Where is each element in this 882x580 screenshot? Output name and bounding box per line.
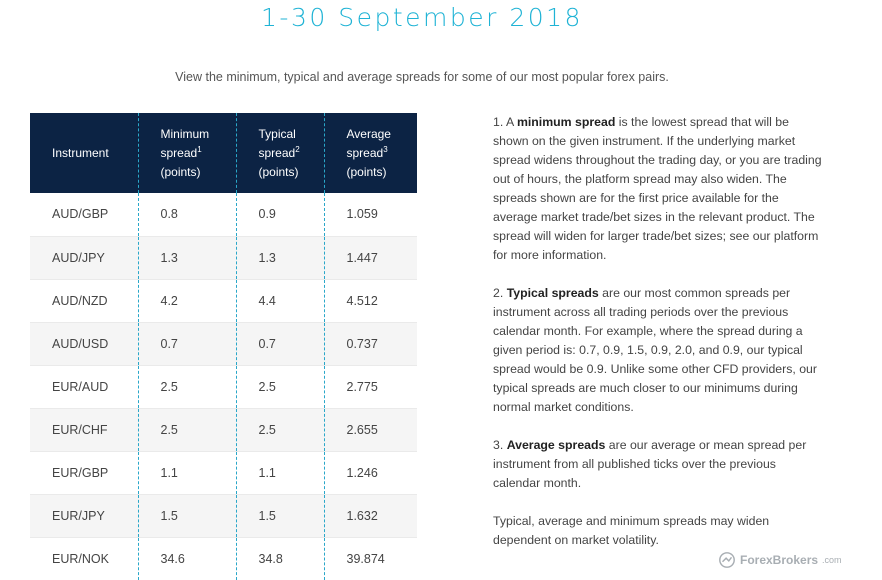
table-row <box>30 494 417 537</box>
cell-average: 2.775 <box>324 365 417 408</box>
table-row <box>30 365 417 408</box>
cell-minimum: 34.6 <box>138 537 236 580</box>
cell-instrument: EUR/AUD <box>30 365 138 408</box>
cell-instrument: EUR/CHF <box>30 408 138 451</box>
cell-minimum: 2.5 <box>138 365 236 408</box>
cell-minimum: 1.1 <box>138 451 236 494</box>
forexbrokers-logo-icon <box>718 551 736 569</box>
cell-typical: 0.7 <box>236 322 324 365</box>
cell-minimum: 0.8 <box>138 193 236 236</box>
watermark-domain: .com <box>822 555 842 565</box>
cell-instrument: AUD/USD <box>30 322 138 365</box>
header-typical-spread: Typical spread$^2$ (points) <box>236 113 324 193</box>
cell-instrument: EUR/GBP <box>30 451 138 494</box>
footnote-average-spreads: 3. Average spreads are our average or mean spread per instrument from all published ticks over the previous calendar month. <box>493 438 807 490</box>
table-row <box>30 236 417 279</box>
header-minimum-spread: Minimum spread$^1$ (points) <box>138 113 236 193</box>
table-row <box>30 322 417 365</box>
watermark-brand: ForexBrokers <box>740 553 819 567</box>
cell-minimum: 4.2 <box>138 279 236 322</box>
cell-instrument: AUD/NZD <box>30 279 138 322</box>
table-row <box>30 537 417 580</box>
watermark <box>718 550 842 570</box>
table-row <box>30 279 417 322</box>
cell-average: 2.655 <box>324 408 417 451</box>
cell-typical: 2.5 <box>236 365 324 408</box>
header-average-spread: Average spread$^3$ (points) <box>324 113 417 193</box>
cell-typical: 4.4 <box>236 279 324 322</box>
cell-average: 39.874 <box>324 537 417 580</box>
cell-instrument: AUD/JPY <box>30 236 138 279</box>
page-title: 1-30 September 2018 <box>261 3 583 32</box>
page-subtitle: View the minimum, typical and average spreads for some of our most popular forex pairs. <box>175 70 669 84</box>
footnote-typical-spreads: 2. Typical spreads are our most common spreads per instrument across all trading periods over the previous calendar month. For example, where the spread during a given period is: 0.7, 0.9, 1.5, 0.9, 2.0, and 0.9, our typical spread would be 0.9. Unlike some other CFD providers, our typical spreads are much closer to our minimums during normal market conditions. <box>493 286 817 414</box>
cell-minimum: 1.5 <box>138 494 236 537</box>
cell-minimum: 1.3 <box>138 236 236 279</box>
cell-average: 1.447 <box>324 236 417 279</box>
cell-minimum: 2.5 <box>138 408 236 451</box>
table-row <box>30 193 417 236</box>
spreads-table <box>30 113 417 580</box>
footnote-volatility: Typical, average and minimum spreads may widen dependent on market volatility. <box>493 514 770 547</box>
table-header-row <box>30 113 417 193</box>
cell-typical: 2.5 <box>236 408 324 451</box>
cell-instrument: AUD/GBP <box>30 193 138 236</box>
cell-typical: 34.8 <box>236 537 324 580</box>
cell-average: 0.737 <box>324 322 417 365</box>
cell-average: 1.059 <box>324 193 417 236</box>
cell-typical: 1.1 <box>236 451 324 494</box>
table-row <box>30 408 417 451</box>
cell-typical: 0.9 <box>236 193 324 236</box>
cell-average: 4.512 <box>324 279 417 322</box>
cell-minimum: 0.7 <box>138 322 236 365</box>
table-row <box>30 451 417 494</box>
cell-instrument: EUR/NOK <box>30 537 138 580</box>
cell-average: 1.632 <box>324 494 417 537</box>
footnotes <box>493 113 823 569</box>
footnote-minimum-spread: 1. A minimum spread is the lowest spread that will be shown on the given instrument. If the underlying market spread widens throughout the trading day, or you are trading out of hours, the platform spread may also widen. The spreads shown are for the first price available for the average market trade/bet sizes in the relevant product. The spread will widen for larger trade/bet sizes; see our platform for more information. <box>493 115 822 262</box>
cell-instrument: EUR/JPY <box>30 494 138 537</box>
cell-typical: 1.3 <box>236 236 324 279</box>
cell-typical: 1.5 <box>236 494 324 537</box>
header-instrument: Instrument <box>30 113 138 193</box>
cell-average: 1.246 <box>324 451 417 494</box>
